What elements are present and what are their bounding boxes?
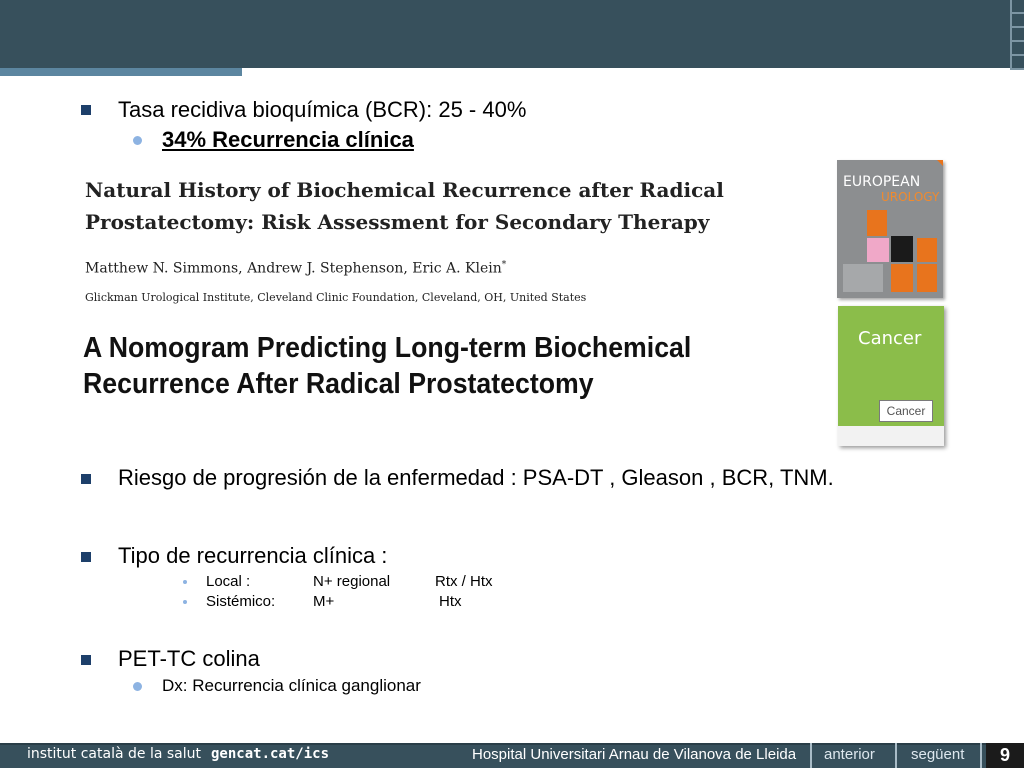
bullet-bcr-rate: Tasa recidiva bioquímica (BCR): 25 - 40% bbox=[118, 97, 527, 122]
recurrence-type-local: Local : bbox=[206, 573, 251, 590]
cover-title: EUROPEAN bbox=[843, 174, 921, 190]
bullet-progression-risk: Riesgo de progresión de la enfermedad : PSA-DT , Gleason , BCR, TNM. bbox=[118, 465, 834, 490]
paper-authors: Matthew N. Simmons, Andrew J. Stephenson, Eric A. Klein* bbox=[85, 260, 507, 277]
paper-affiliation: Glickman Urological Institute, Cleveland Clinic Foundation, Cleveland, OH, United States bbox=[85, 291, 587, 304]
recurrence-local-stage: N+ regional bbox=[313, 573, 391, 590]
recurrence-type-systemic: Sistémico: bbox=[206, 593, 276, 610]
bullet-pet-ct: PET-TC colina bbox=[118, 646, 260, 671]
bullet-square bbox=[81, 105, 91, 115]
european-urology-cover bbox=[837, 160, 943, 298]
bullet-square bbox=[81, 655, 91, 665]
bullet-square bbox=[81, 474, 91, 484]
bullet-clinical-recurrence-type: Tipo de recurrencia clínica : bbox=[118, 543, 388, 568]
cover-title: Cancer bbox=[858, 328, 922, 349]
recurrence-systemic-treatment: Htx bbox=[439, 593, 462, 610]
page-number: 9 bbox=[986, 743, 1024, 768]
footer-institut: institut català de la salut bbox=[27, 746, 201, 762]
paper-title-natural-history: Natural History of Biochemical Recurrence after Radical Prostatectomy: Risk Assessment for Secondary Therapy bbox=[85, 178, 724, 234]
recurrence-systemic-stage: M+ bbox=[313, 593, 335, 610]
paper-title-nomogram: A Nomogram Predicting Long-term Biochemical Recurrence After Radical Prostatectomy bbox=[83, 332, 692, 400]
bullet-square bbox=[81, 552, 91, 562]
next-slide-button[interactable]: següent bbox=[911, 746, 965, 763]
cover-subtitle: UROLOGY bbox=[881, 190, 940, 204]
cover-label: Cancer bbox=[879, 400, 933, 422]
recurrence-local-treatment: Rtx / Htx bbox=[435, 573, 493, 590]
footer-web-link[interactable]: gencat.cat/ics bbox=[211, 746, 330, 762]
header-decoration bbox=[1010, 0, 1024, 68]
header-bar bbox=[0, 0, 1024, 68]
bullet-clinical-recurrence: 34% Recurrencia clínica bbox=[162, 127, 414, 152]
header-accent-bar bbox=[0, 68, 242, 76]
bullet-dx-nodal: Dx: Recurrencia clínica ganglionar bbox=[162, 676, 421, 695]
previous-slide-button[interactable]: anterior bbox=[824, 746, 875, 763]
footer-bar bbox=[0, 743, 1024, 768]
cancer-journal-cover bbox=[838, 306, 944, 446]
bullet-dot bbox=[133, 682, 142, 691]
bullet-dot bbox=[183, 600, 187, 604]
footer-hospital: Hospital Universitari Arnau de Vilanova de Lleida bbox=[472, 746, 797, 763]
bullet-dot bbox=[183, 580, 187, 584]
bullet-dot bbox=[133, 136, 142, 145]
